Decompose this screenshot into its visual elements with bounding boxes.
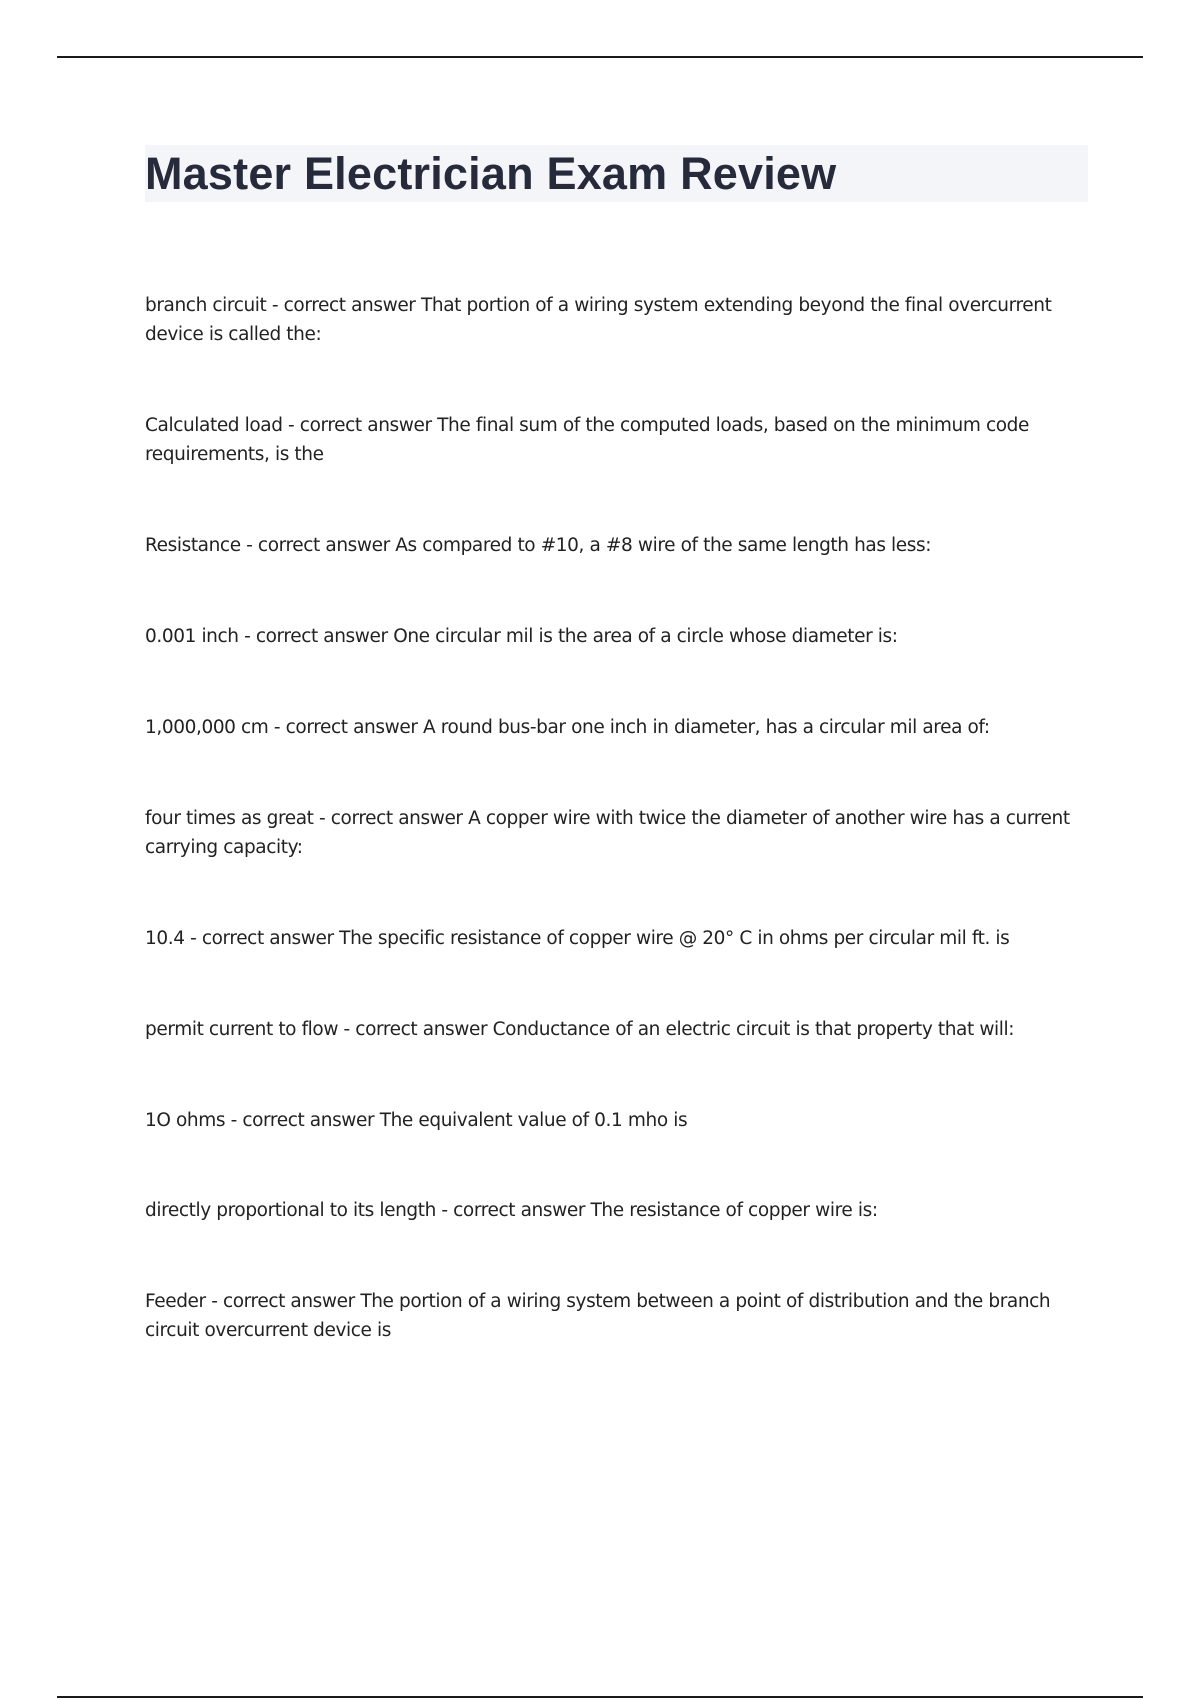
bottom-rule <box>57 1696 1143 1698</box>
question-entry: four times as great - correct answer A copper wire with twice the diameter of another wire has a current carrying capacity: <box>145 808 1070 858</box>
question-entry: branch circuit - correct answer That portion of a wiring system extending beyond the final overcurrent device is called the: <box>145 295 1052 345</box>
question-entry: 1,000,000 cm - correct answer A round bus-bar one inch in diameter, has a circular mil area of: <box>145 717 990 738</box>
question-entry: 10.4 - correct answer The specific resistance of copper wire @ 20° C in ohms per circular mil ft. is <box>145 928 1010 949</box>
question-entry: Resistance - correct answer As compared to #10, a #8 wire of the same length has less: <box>145 535 932 556</box>
top-rule <box>57 56 1143 58</box>
question-entry: 0.001 inch - correct answer One circular mil is the area of a circle whose diameter is: <box>145 626 898 647</box>
question-entry: Calculated load - correct answer The final sum of the computed loads, based on the minimum code requirements, is the <box>145 415 1029 465</box>
question-entry: directly proportional to its length - correct answer The resistance of copper wire is: <box>145 1200 878 1221</box>
question-entry: Feeder - correct answer The portion of a wiring system between a point of distribution and the branch circuit overcurrent device is <box>145 1291 1051 1341</box>
question-entry: 1O ohms - correct answer The equivalent value of 0.1 mho is <box>145 1110 688 1131</box>
document-title: Master Electrician Exam Review <box>145 148 837 199</box>
question-entry: permit current to flow - correct answer Conductance of an electric circuit is that property that will: <box>145 1019 1015 1040</box>
